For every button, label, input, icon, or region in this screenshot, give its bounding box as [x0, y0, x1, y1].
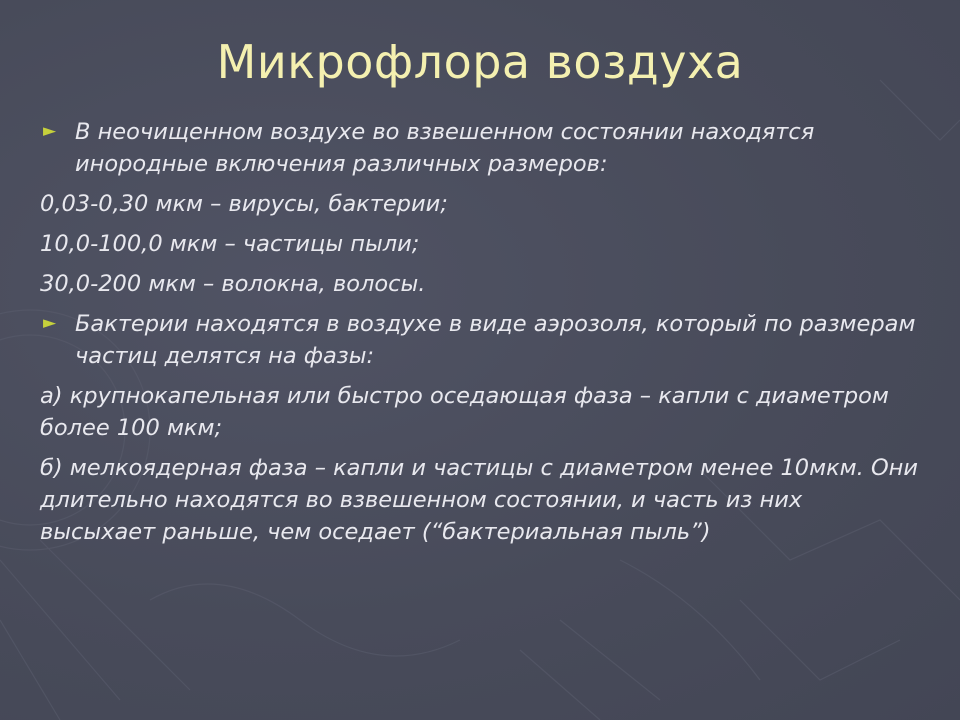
list-item: 10,0-100,0 мкм – частицы пыли;	[40, 231, 420, 257]
bullet-paragraph	[40, 116, 930, 180]
bullet-paragraph	[40, 308, 930, 372]
list-item: 30,0-200 мкм – волокна, волосы.	[40, 271, 426, 297]
list-item: б) мелкоядерная фаза – капли и частицы с диаметром менее 10мкм. Они длительно находятся во взвешенном состоянии, и часть из них высыхает раньше, чем оседает (“бактериальная пыль”)	[40, 455, 918, 545]
right-pointer-icon: ►	[43, 313, 57, 333]
slide-title: Микрофлора воздуха	[216, 35, 744, 89]
list-item: 0,03-0,30 мкм – вирусы, бактерии;	[40, 191, 448, 217]
paragraph-text: Бактерии находятся в воздухе в виде аэрозоля, который по размерам частиц делятся на фазы:	[75, 311, 916, 369]
list-item: а) крупнокапельная или быстро оседающая фаза – капли с диаметром более 100 мкм;	[40, 383, 889, 441]
paragraph-text: В неочищенном воздухе во взвешенном состоянии находятся инородные включения различных размеров:	[75, 119, 815, 177]
right-pointer-icon: ►	[43, 121, 57, 141]
slide-content	[40, 116, 930, 556]
